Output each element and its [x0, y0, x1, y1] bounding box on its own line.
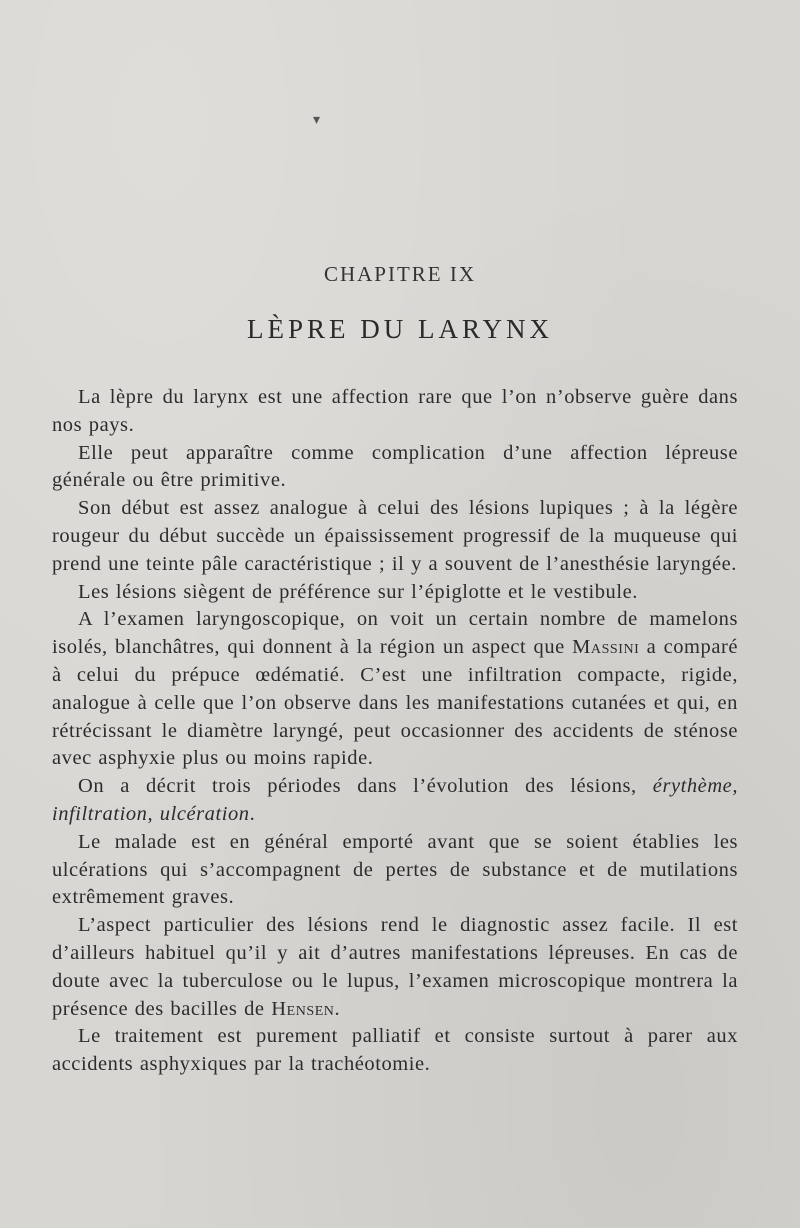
paragraph-8	[52, 912, 738, 1023]
paragraph-7: Le malade est en général emporté avant que se soient établies les ulcérations qui s’accompagnent de pertes de substance et de mutilations extrêmement graves.	[52, 830, 738, 909]
paragraph-5-text-a: A l’examen laryngoscopique, on voit un certain nombre de mamelons isolés, blanchâtres, qui donnent à la région un aspect que	[52, 608, 738, 659]
author-name-hensen: Hensen	[271, 997, 335, 1020]
paragraph-1: La lèpre du larynx est une affection rare que l’on n’observe guère dans nos pays.	[52, 386, 738, 436]
chapter-title: LÈPRE DU LARYNX	[246, 314, 553, 344]
body-text	[52, 384, 738, 1079]
paragraph-6-text-c: .	[249, 802, 256, 825]
paragraph-8-text-a: L’aspect particulier des lésions rend le diagnostic assez facile. Il est d’ailleurs habituel qu’il y ait d’autres manifestations lépreuses. En cas de doute avec la tuberculose ou le lupus, l’examen microscopique montrera la présence des bacilles de	[52, 914, 738, 1020]
paragraph-4: Les lésions siègent de préférence sur l’épiglotte et le vestibule.	[78, 580, 638, 603]
decorative-mark: ▾	[313, 112, 321, 128]
author-name-massini: Massini	[572, 636, 640, 659]
paragraph-5	[52, 606, 738, 773]
paragraph-6-italic-terms: érythème, infiltration, ulcération	[52, 775, 738, 825]
paragraph-8-text-b: .	[334, 997, 341, 1020]
paragraph-5-text-b: a comparé à celui du prépuce œdématié. C’est une infiltration compacte, rigide, analogue à celle que l’on observe dans les manifestations cutanées et qui, en rétrécissant le diamètre laryngé, peut occasionner des accidents de sténose avec asphyxie plus ou moins rapide.	[52, 636, 739, 770]
paragraph-6-text-a: On a décrit trois périodes dans l’évolution des lésions,	[78, 775, 653, 798]
paragraph-2: Elle peut apparaître comme complication d’une affection lépreuse générale ou être primitive.	[52, 441, 738, 492]
paragraph-9: Le traitement est purement palliatif et consiste surtout à parer aux accidents asphyxiques par la trachéotomie.	[52, 1025, 738, 1076]
paragraph-3: Son début est assez analogue à celui des lésions lupiques ; à la légère rougeur du début succède un épaississement progressif de la muqueuse qui prend une teinte pâle caractéristique ; il y a souvent de l’anesthésie laryngée.	[52, 497, 738, 575]
paragraph-6	[52, 773, 738, 829]
chapter-heading: CHAPITRE IX	[323, 262, 477, 286]
